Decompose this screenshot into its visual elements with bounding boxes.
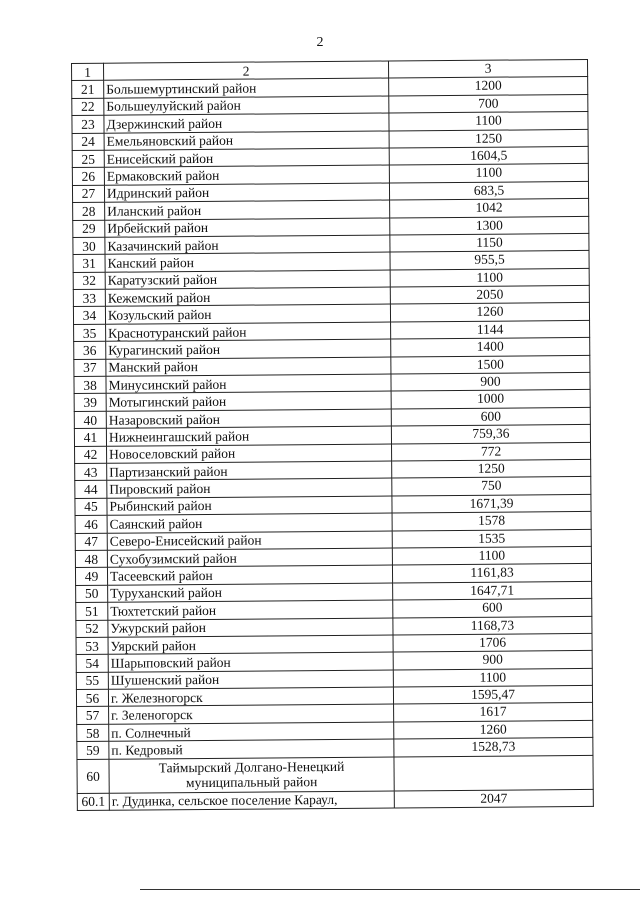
row-number: 49	[75, 568, 107, 586]
row-number: 27	[72, 185, 104, 203]
row-value: 1144	[391, 320, 590, 339]
row-value: 1535	[392, 529, 591, 548]
row-number: 44	[75, 481, 107, 499]
row-value: 1604,5	[389, 146, 588, 165]
table-row	[77, 755, 593, 793]
row-value: 900	[391, 372, 590, 391]
row-name: п. Солнечный	[109, 722, 394, 742]
row-name: г. Дудинка, сельское поселение Караул,	[109, 791, 394, 811]
row-value: 1200	[389, 77, 588, 96]
row-number: 29	[73, 220, 105, 238]
row-number: 52	[76, 620, 108, 638]
row-name: г. Железногорск	[108, 687, 393, 707]
row-value: 1100	[393, 668, 592, 687]
row-name: Кежемский район	[105, 287, 390, 307]
row-value: 1617	[394, 703, 593, 722]
row-number: 32	[73, 272, 105, 290]
row-number: 53	[76, 637, 108, 655]
row-number: 39	[74, 394, 106, 412]
row-value: 1528,73	[394, 738, 593, 757]
row-value: 750	[392, 477, 591, 496]
row-value: 1100	[389, 112, 588, 131]
page-number: 2	[316, 35, 324, 50]
row-number: 25	[72, 150, 104, 168]
row-value: 772	[391, 442, 590, 461]
row-value: 1042	[390, 199, 589, 218]
row-name: Манский район	[106, 357, 391, 377]
row-name: Большемуртинский район	[104, 78, 389, 98]
row-value: 759,36	[391, 425, 590, 444]
row-name: Большеулуйский район	[104, 96, 389, 116]
row-name: Тасеевский район	[107, 565, 392, 585]
row-number: 35	[74, 324, 106, 342]
row-number: 59	[77, 741, 109, 759]
row-name: Ирбейский район	[105, 218, 390, 238]
row-value: 1578	[392, 512, 591, 531]
row-name: Тюхтетский район	[108, 600, 393, 620]
row-number: 45	[75, 498, 107, 516]
row-name: Емельяновский район	[104, 131, 389, 151]
row-name: Ужурский район	[108, 617, 393, 637]
row-name: г. Зеленогорск	[109, 704, 394, 724]
row-value: 1671,39	[392, 494, 591, 513]
row-number: 40	[74, 411, 106, 429]
allocation-table	[71, 59, 594, 811]
row-number: 24	[72, 133, 104, 151]
row-number: 50	[76, 585, 108, 603]
row-value: 1400	[391, 338, 590, 357]
row-name: Мотыгинский район	[106, 391, 391, 411]
row-value: 1161,83	[392, 564, 591, 583]
row-number: 38	[74, 376, 106, 394]
row-number: 31	[73, 255, 105, 273]
row-name: Козульский район	[105, 304, 390, 324]
row-number: 34	[73, 307, 105, 325]
row-name: Назаровский район	[106, 409, 391, 429]
row-name: Иланский район	[105, 200, 390, 220]
row-value: 700	[389, 94, 588, 113]
row-name: Ермаковский район	[104, 165, 389, 185]
row-name: Рыбинский район	[107, 496, 392, 516]
row-name: Минусинский район	[106, 374, 391, 394]
row-value: 1706	[393, 633, 592, 652]
row-number: 30	[73, 237, 105, 255]
row-number: 58	[77, 724, 109, 742]
row-number: 41	[74, 428, 106, 446]
row-value: 1260	[394, 720, 593, 739]
row-number: 46	[75, 515, 107, 533]
row-value: 1500	[391, 355, 590, 374]
header-col-2: 2	[104, 61, 389, 81]
table-row	[77, 789, 593, 810]
row-number: 54	[76, 655, 108, 673]
row-value: 1168,73	[393, 616, 592, 635]
row-name: Партизанский район	[107, 461, 392, 481]
row-number: 21	[72, 81, 104, 99]
row-number: 36	[74, 341, 106, 359]
row-value: 683,5	[389, 181, 588, 200]
row-name: Идринский район	[104, 183, 389, 203]
row-number: 43	[75, 463, 107, 481]
row-value: 600	[393, 599, 592, 618]
row-value	[394, 755, 593, 791]
row-number: 55	[76, 672, 108, 690]
row-number: 60	[77, 759, 109, 793]
row-value: 1595,47	[393, 685, 592, 704]
row-name: Уярский район	[108, 635, 393, 655]
row-name: Курагинский район	[106, 339, 391, 359]
row-value: 1300	[390, 216, 589, 235]
row-value: 1260	[390, 303, 589, 322]
row-name: Дзержинский район	[104, 113, 389, 133]
row-value: 900	[393, 651, 592, 670]
row-number: 22	[72, 98, 104, 116]
row-name: Каратузский район	[105, 270, 390, 290]
row-name: Новоселовский район	[107, 444, 392, 464]
row-value: 1000	[391, 390, 590, 409]
row-number: 28	[73, 202, 105, 220]
row-number: 23	[72, 115, 104, 133]
row-name: Нижнеингашский район	[106, 426, 391, 446]
row-name: Казачинский район	[105, 235, 390, 255]
row-name: Пировский район	[107, 478, 392, 498]
row-number: 26	[72, 168, 104, 186]
row-name: Канский район	[105, 252, 390, 272]
row-number: 47	[75, 533, 107, 551]
row-number: 60.1	[77, 793, 109, 811]
row-name: Шушенский район	[108, 670, 393, 690]
row-number: 48	[75, 550, 107, 568]
header-col-3: 3	[388, 59, 587, 78]
row-number: 42	[75, 446, 107, 464]
row-value: 2047	[394, 789, 593, 808]
row-number: 37	[74, 359, 106, 377]
row-name: Шарыповский район	[108, 652, 393, 672]
row-value: 1100	[392, 546, 591, 565]
row-name: п. Кедровый	[109, 739, 394, 759]
row-name: Туруханский район	[108, 583, 393, 603]
row-value: 1150	[390, 233, 589, 252]
row-value: 600	[391, 407, 590, 426]
row-name: Сухобузимский район	[107, 548, 392, 568]
table-body	[72, 59, 594, 810]
row-value: 1100	[389, 164, 588, 183]
row-number: 57	[77, 707, 109, 725]
row-name: Таймырский Долгано-Ненецкий муниципальный район	[109, 757, 394, 793]
row-value: 2050	[390, 286, 589, 305]
header-col-1: 1	[72, 63, 104, 81]
row-value: 1100	[390, 268, 589, 287]
row-name: Северо-Енисейский район	[107, 531, 392, 551]
row-name: Енисейский район	[104, 148, 389, 168]
row-value: 955,5	[390, 251, 589, 270]
row-value: 1250	[389, 129, 588, 148]
row-number: 33	[73, 289, 105, 307]
bottom-divider	[140, 889, 640, 890]
row-number: 51	[76, 602, 108, 620]
row-name: Саянский район	[107, 513, 392, 533]
row-value: 1647,71	[393, 581, 592, 600]
row-name: Краснотуранский район	[106, 322, 391, 342]
row-value: 1250	[392, 459, 591, 478]
row-number: 56	[76, 689, 108, 707]
